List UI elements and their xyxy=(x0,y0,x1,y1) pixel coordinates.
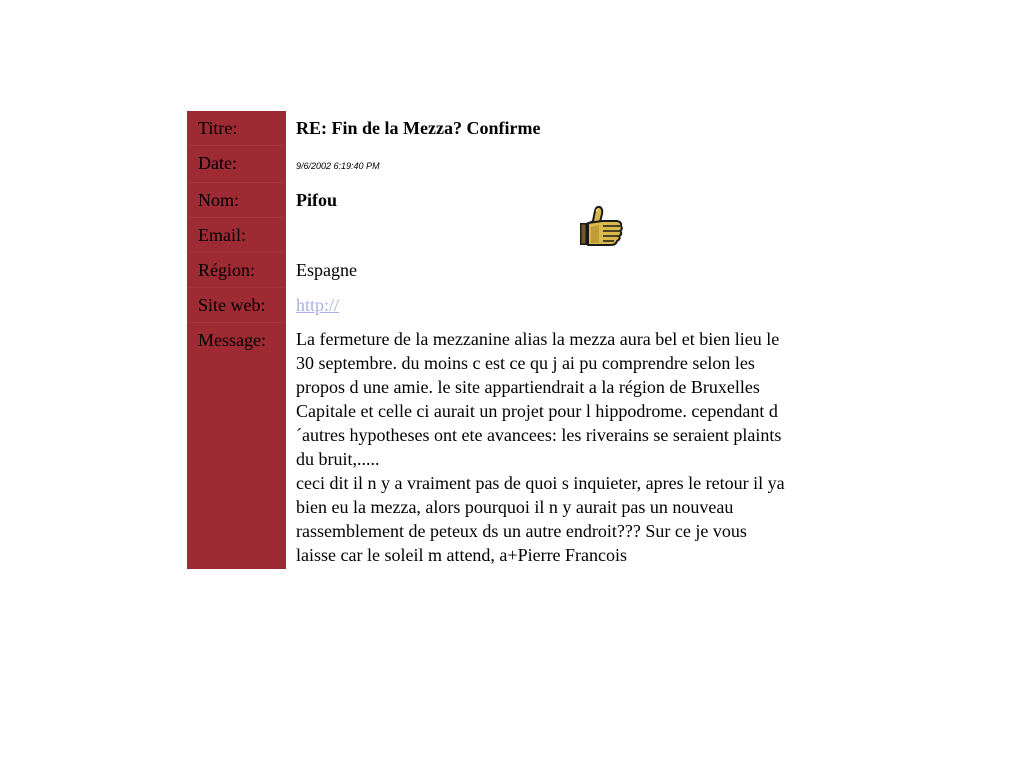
date-value: 9/6/2002 6:19:40 PM xyxy=(296,161,380,171)
email-row xyxy=(187,218,787,253)
date-label: Date: xyxy=(187,146,286,183)
date-value-cell xyxy=(286,146,787,183)
date-row xyxy=(187,146,787,183)
region-row xyxy=(187,253,787,288)
message-paragraph: ceci dit il n y a vraiment pas de quoi s inquieter, apres le retour il ya bien eu la mezza, alors pourquoi il n y aurait pas un nouveau rassemblement de peteux ds un autre endroit??? Sur ce je vous laisse car le soleil m attend, a+Pierre Francois xyxy=(296,473,785,565)
name-row xyxy=(187,183,787,218)
website-label: Site web: xyxy=(187,288,286,323)
message-paragraph: La fermeture de la mezzanine alias la mezza aura bel et bien lieu le 30 septembre. du moins c est ce qu j ai pu comprendre selon les propos d une amie. le site appartiendrait a la région de Bruxelles Capitale et celle ci aurait un projet pour l hippodrome. cependant d´autres hypotheses ont ete avancees: les riverains se seraient plaints du bruit,..... xyxy=(296,329,782,469)
thumbs-up-icon xyxy=(579,203,625,249)
region-value: Espagne xyxy=(296,260,357,280)
title-value: RE: Fin de la Mezza? Confirme xyxy=(296,118,541,138)
title-label: Titre: xyxy=(187,111,286,146)
message-row xyxy=(187,323,787,569)
email-label: Email: xyxy=(187,218,286,253)
website-link[interactable]: http:// xyxy=(296,295,340,315)
message-label: Message: xyxy=(187,323,286,569)
region-label: Région: xyxy=(187,253,286,288)
name-label: Nom: xyxy=(187,183,286,218)
website-row xyxy=(187,288,787,323)
message-body xyxy=(286,323,787,569)
website-value-cell xyxy=(286,288,787,323)
name-value: Pifou xyxy=(296,190,338,210)
email-value xyxy=(286,218,787,253)
title-row xyxy=(187,111,787,146)
guestbook-entry xyxy=(187,111,787,569)
